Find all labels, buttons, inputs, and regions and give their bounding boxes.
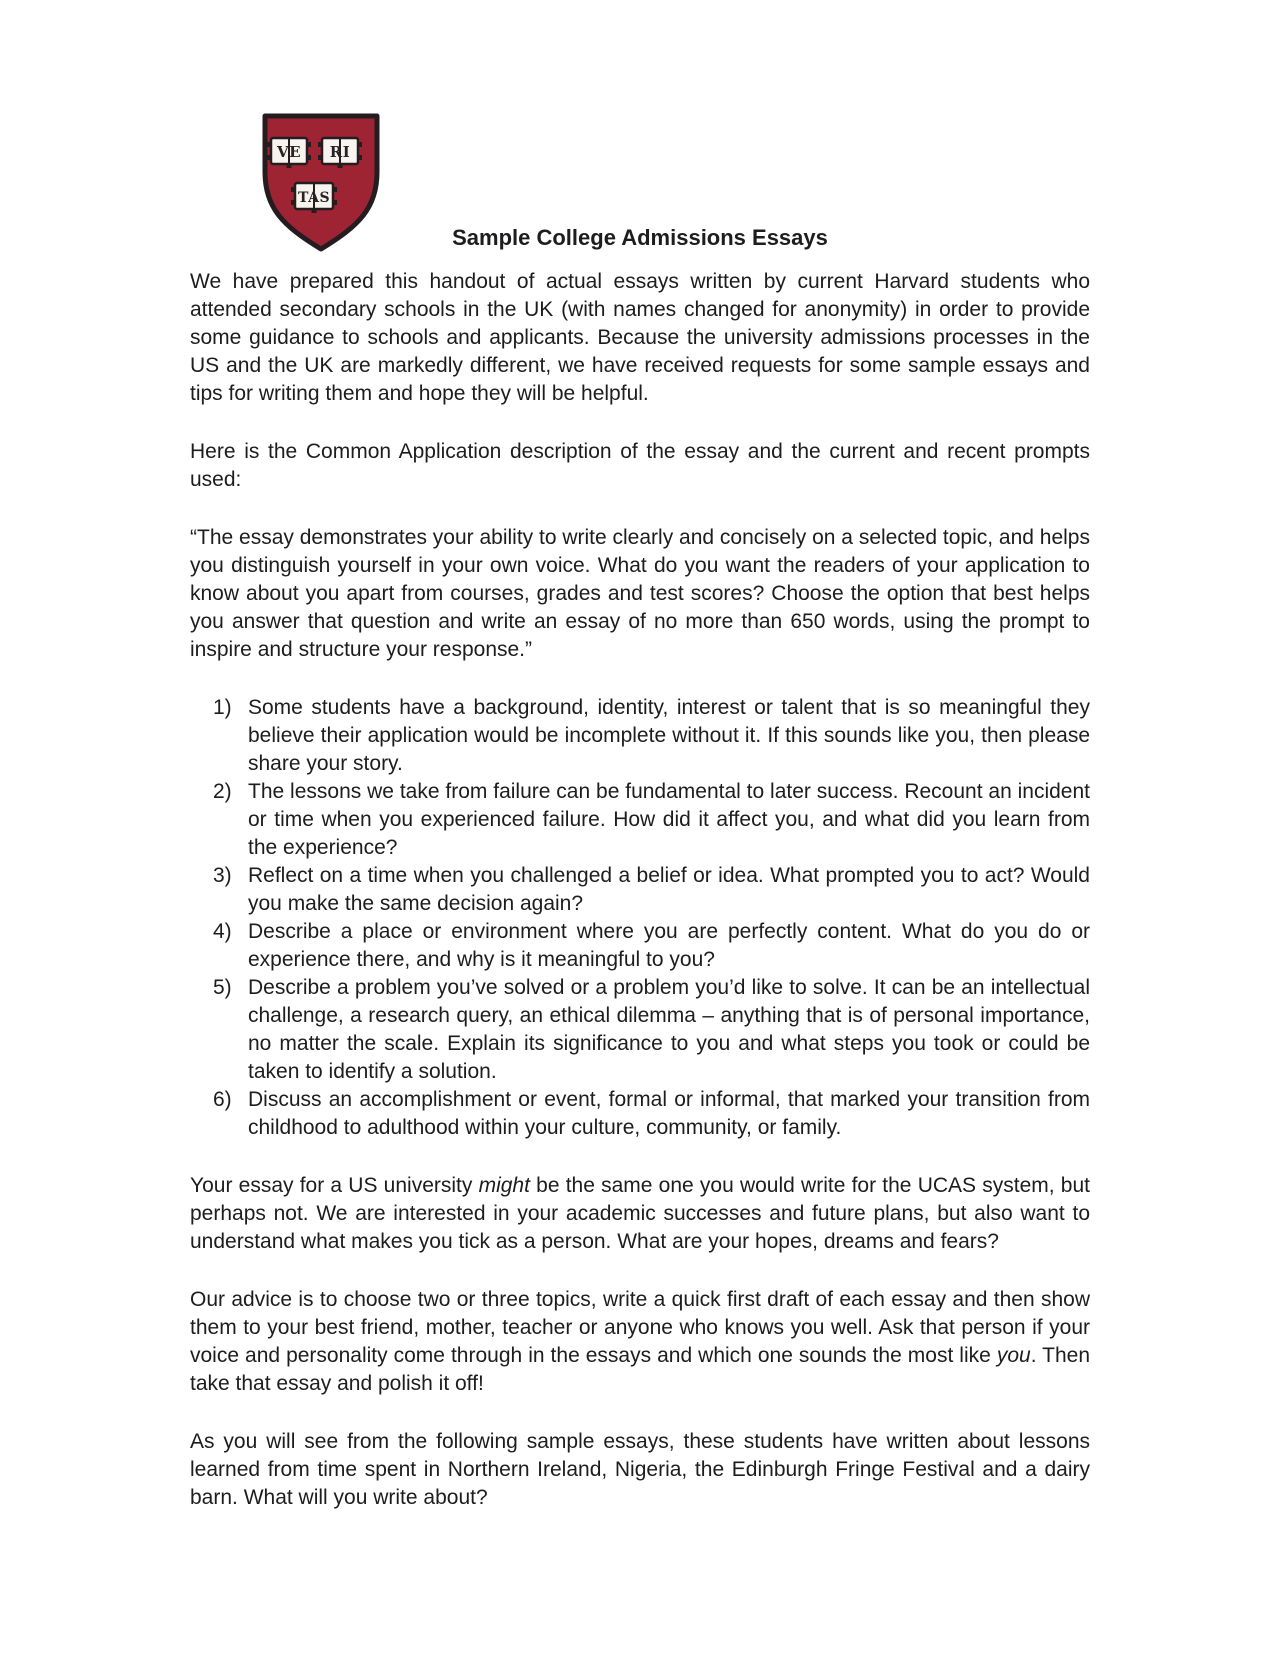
essay-description-quote: “The essay demonstrates your ability to write clearly and concisely on a selected topic, and helps you distinguish yourself in your own voice. What do you want the readers of your application to know about you apart from courses, grades and test scores? Choose the option that best helps you answer that question and write an essay of no more than 650 words, using the prompt to inspire and structure your response.” (190, 526, 1090, 661)
prompt-text: The lessons we take from failure can be fundamental to later success. Recount an incident or time when you experienced failure. How did it affect you, and what did you learn from the experience? (248, 780, 1090, 859)
prompt-number: 4) (213, 920, 232, 943)
prompt-number: 3) (213, 864, 232, 887)
prompt-text: Describe a place or environment where you are perfectly content. What do you do or experience there, and why is it meaningful to you? (248, 920, 1090, 971)
prompt-text: Reflect on a time when you challenged a belief or idea. What prompted you to act? Would you make the same decision again? (248, 864, 1090, 915)
closing-paragraph: As you will see from the following sample essays, these students have written about lessons learned from time spent in Northern Ireland, Nigeria, the Edinburgh Fringe Festival and a dairy barn. What will you write about? (190, 1430, 1090, 1509)
list-item-prompt-1 (190, 694, 1090, 778)
prompt-text: Discuss an accomplishment or event, formal or informal, that marked your transition from childhood to adulthood within your culture, community, or family. (248, 1088, 1090, 1139)
list-item-prompt-2 (190, 778, 1090, 862)
prompt-text: Some students have a background, identity, interest or talent that is so meaningful they believe their application would be incomplete without it. If this sounds like you, then please share your story. (248, 696, 1090, 775)
book-ve-icon (267, 138, 311, 168)
motto-word-tas: TAS (297, 190, 331, 206)
book-ri-icon (318, 138, 362, 168)
essay-prompts-list (190, 694, 1090, 1142)
list-item-prompt-6 (190, 1086, 1090, 1142)
prompt-number: 1) (213, 696, 232, 719)
common-app-paragraph: Here is the Common Application description of the essay and the current and recent prompts used: (190, 440, 1090, 491)
ucas-paragraph: Your essay for a US university might be the same one you would write for the UCAS system, but perhaps not. We are interested in your academic successes and future plans, but also want to understand what makes you tick as a person. What are your hopes, dreams and fears? (190, 1174, 1090, 1253)
list-item-prompt-5 (190, 974, 1090, 1086)
list-item-prompt-4 (190, 918, 1090, 974)
prompt-text: Describe a problem you’ve solved or a problem you’d like to solve. It can be an intellectual challenge, a research query, an ethical dilemma – anything that is of personal importance, no matter the scale. Explain its significance to you and what steps you took or could be taken to identify a solution. (248, 976, 1090, 1083)
prompt-number: 2) (213, 780, 232, 803)
intro-paragraph: We have prepared this handout of actual essays written by current Harvard students who attended secondary schools in the UK (with names changed for anonymity) in order to provide some guidance to schools and applicants. Because the university admissions processes in the US and the UK are markedly different, we have received requests for some sample essays and tips for writing them and hope they will be helpful. (190, 270, 1090, 405)
motto-word-ri: RI (329, 143, 351, 161)
motto-word-ve: VE (276, 143, 302, 161)
document-body (190, 268, 1090, 1542)
prompt-number: 6) (213, 1088, 232, 1111)
advice-paragraph: Our advice is to choose two or three topics, write a quick first draft of each essay and then show them to your best friend, mother, teacher or anyone who knows you well. Ask that person if your voice and personality come through in the essays and which one sounds the most like you. Then take that essay and polish it off! (190, 1288, 1091, 1395)
page-title: Sample College Admissions Essays (452, 225, 828, 250)
book-tas-icon (291, 183, 337, 213)
prompt-number: 5) (213, 976, 232, 999)
list-item-prompt-3 (190, 862, 1090, 918)
